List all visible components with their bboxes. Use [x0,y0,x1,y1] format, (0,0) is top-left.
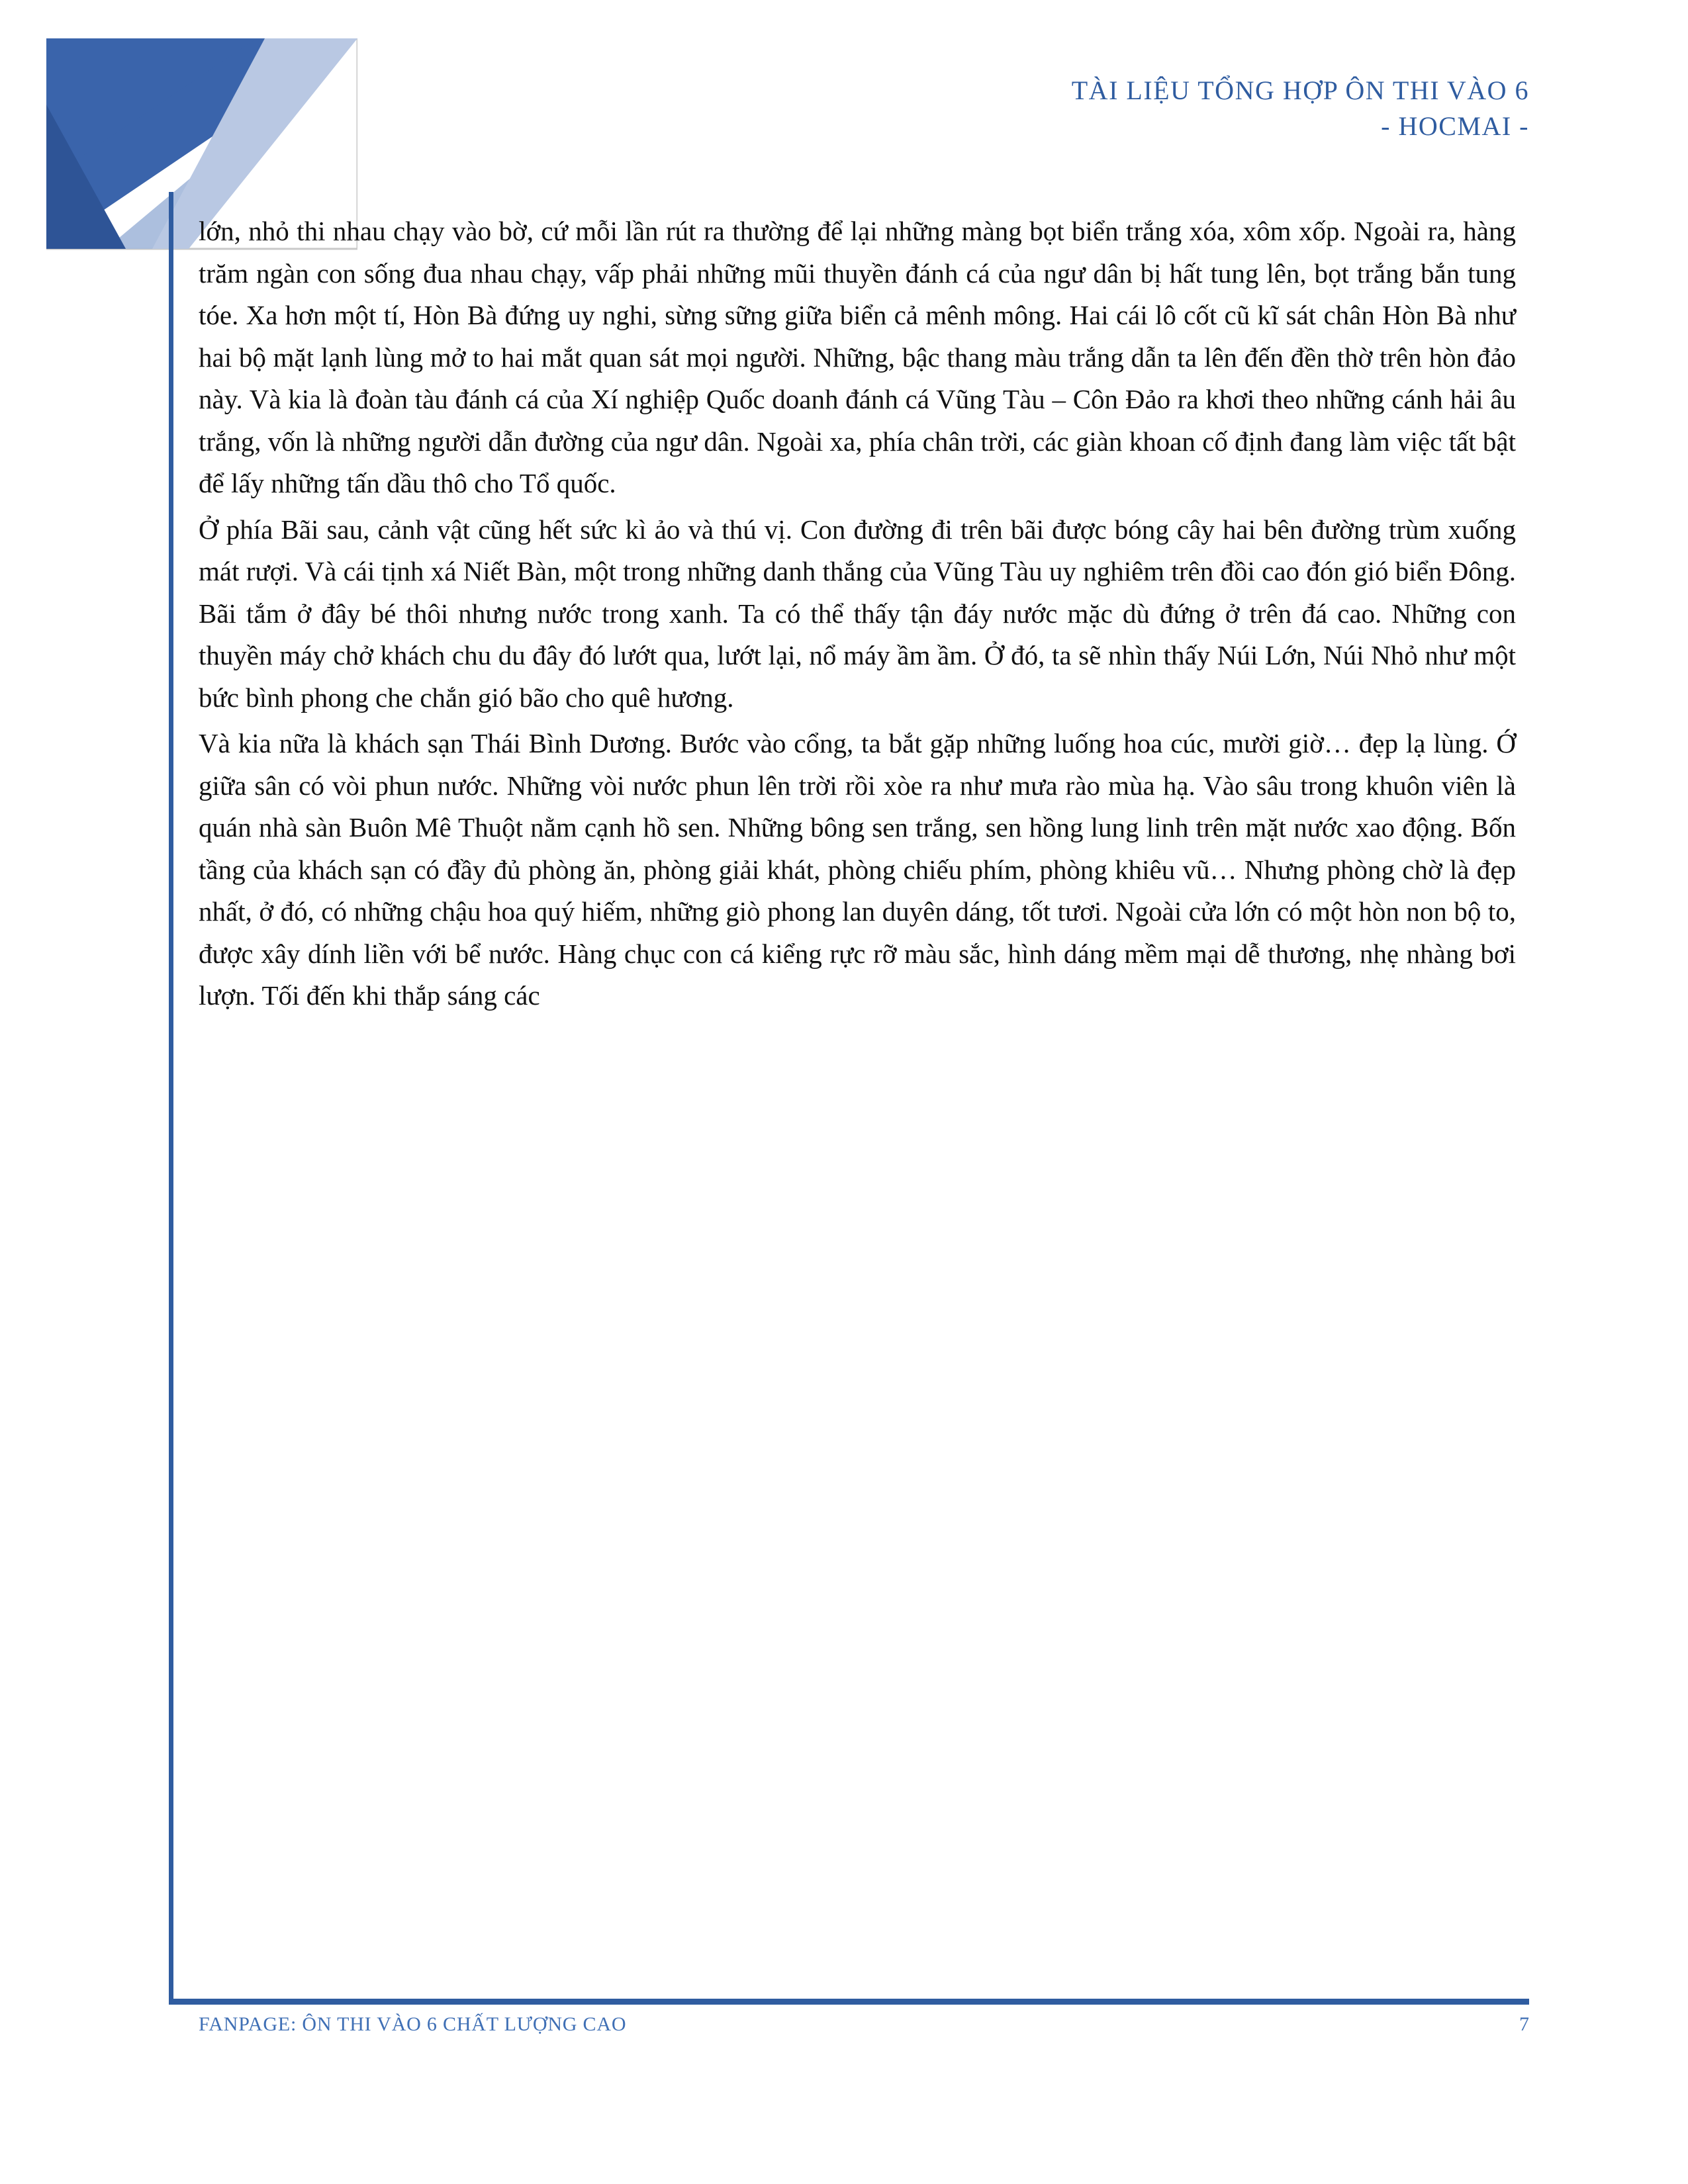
body-paragraph: Ở phía Bãi sau, cảnh vật cũng hết sức kì ảo và thú vị. Con đường đi trên bãi được bóng cây hai bên đường trùm xuống mát rượi. Và cái tịnh xá Niết Bàn, một trong những danh thắng của Vũng Tàu uy nghiêm trên đồi cao đón gió biển Đông. Bãi tắm ở đây bé thôi nhưng nước trong xanh. Ta có thể thấy tận đáy nước mặc dù đứng ở trên đá cao. Những con thuyền máy chở khách chu du đây đó lướt qua, lướt lại, nổ máy ầm ầm. Ở đó, ta sẽ nhìn thấy Núi Lớn, Núi Nhỏ như một bức bình phong che chắn gió bão cho quê hương. [199,514,1516,713]
header-title-line2: - HOCMAI - [1381,111,1529,141]
header-title-line1: TÀI LIỆU TỔNG HỢP ÔN THI VÀO 6 [1071,75,1529,105]
footer-divider [169,1999,1529,2005]
body-paragraph: Và kia nữa là khách sạn Thái Bình Dương. Bước vào cổng, ta bắt gặp những luống hoa cúc, mười giờ… đẹp lạ lùng. Ớ giữa sân có vòi phun nước. Những vòi nước phun lên trời rồi xòe ra như mưa rào mùa hạ. Vào sâu trong khuôn viên là quán nhà sàn Buôn Mê Thuột nằm cạnh hồ sen. Những bông sen trắng, sen hồng lung linh trên mặt nước xao động. Bốn tầng của khách sạn có đầy đủ phòng ăn, phòng giải khát, phòng chiếu phím, phòng khiêu vũ… Nhưng phòng chờ là đẹp nhất, ở đó, có những chậu hoa quý hiếm, những giò phong lan duyên dáng, tốt tươi. Ngoài cửa lớn có một hòn non bộ to, được xây dính liền với bể nước. Hàng chục con cá kiểng rực rỡ màu sắc, hình dáng mềm mại dễ thương, nhẹ nhàng bơi lượn. Tối đến khi thắp sáng các [199,728,1516,1011]
document-footer [199,2013,1529,2036]
left-vertical-rule [169,192,173,1999]
document-body [199,210,1516,1017]
document-header [0,73,1688,144]
footer-fanpage-text: FANPAGE: ÔN THI VÀO 6 CHẤT LƯỢNG CAO [199,2013,627,2035]
footer-page-number: 7 [1519,2013,1529,2035]
body-paragraph: lớn, nhỏ thi nhau chạy vào bờ, cứ mỗi lần rút ra thường để lại những màng bọt biển trắng xóa, xôm xốp. Ngoài ra, hàng trăm ngàn con sống đua nhau chạy, vấp phải những mũi thuyền đánh cá của ngư dân bị hất tung lên, bọt trắng bắn tung tóe. Xa hơn một tí, Hòn Bà đứng uy nghi, sừng sững giữa biển cả mênh mông. Hai cái lô cốt cũ kĩ sát chân Hòn Bà như hai bộ mặt lạnh lùng mở to hai mắt quan sát mọi người. Những, bậc thang màu trắng dẫn ta lên đến đền thờ trên hòn đảo này. Và kia là đoàn tàu đánh cá của Xí nghiệp Quốc doanh đánh cá Vũng Tàu – Côn Đảo ra khơi theo những cánh hải âu trắng, vốn là những người dẫn đường của ngư dân. Ngoài xa, phía chân trời, các giàn khoan cố định đang làm việc tất bật để lấy những tấn dầu thô cho Tổ quốc. [199,216,1516,498]
